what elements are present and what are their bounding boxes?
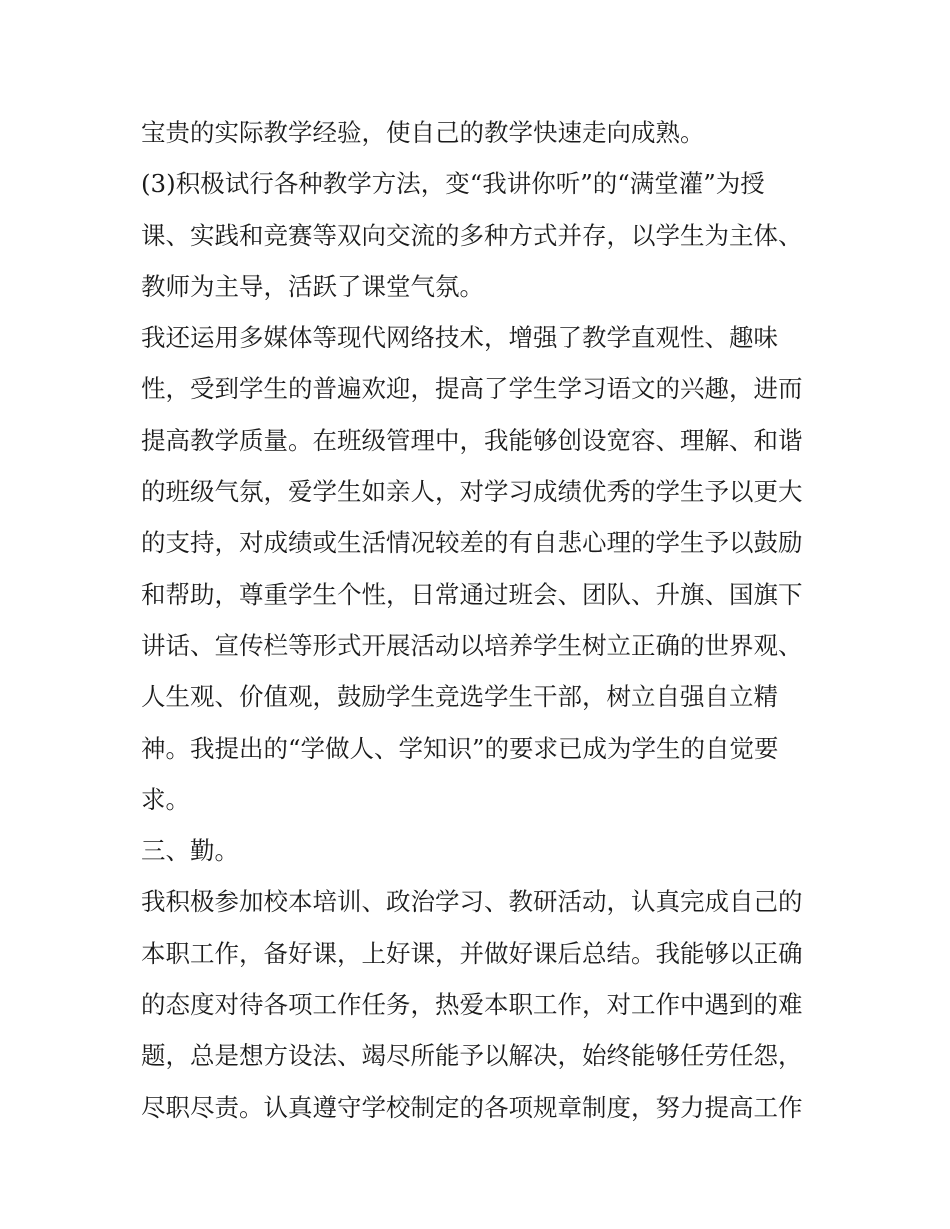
body-text [141, 107, 821, 1133]
text-line: 尽职尽责。认真遵守学校制定的各项规章制度，努力提高工作 [141, 1092, 803, 1122]
text-line: 提高教学质量。在班级管理中，我能够创设宽容、理解、和谐 [141, 425, 803, 455]
text-line: 神。我提出的“学做人、学知识”的要求已成为学生的自觉要 [141, 733, 779, 763]
section-heading: 三、勤。 [141, 836, 239, 866]
text-line: 性，受到学生的普遍欢迎，提高了学生学习语文的兴趣，进而 [141, 374, 803, 404]
text-line: 和帮助，尊重学生个性，日常通过班会、团队、升旗、国旗下 [141, 579, 803, 609]
text-line: 的态度对待各项工作任务，热爱本职工作，对工作中遇到的难 [141, 990, 803, 1020]
text-line: 我积极参加校本培训、政治学习、教研活动，认真完成自己的 [141, 887, 803, 917]
text-line: 的支持，对成绩或生活情况较差的有自悲心理的学生予以鼓励 [141, 528, 803, 558]
text-line: (3)积极试行各种教学方法，变“我讲你听”的“满堂灌”为授 [141, 169, 765, 199]
text-line: 教师为主导，活跃了课堂气氛。 [141, 271, 484, 301]
text-line: 求。 [141, 784, 190, 814]
text-line: 本职工作，备好课，上好课，并做好课后总结。我能够以正确 [141, 938, 803, 968]
text-line: 讲话、宣传栏等形式开展活动以培养学生树立正确的世界观、 [141, 630, 803, 660]
text-line: 宝贵的实际教学经验，使自己的教学快速走向成熟。 [141, 118, 705, 147]
text-line: 题，总是想方设法、竭尽所能予以解决，始终能够任劳任怨， [141, 1041, 803, 1071]
text-line: 课、实践和竞赛等双向交流的多种方式并存，以学生为主体、 [141, 220, 803, 250]
text-line: 我还运用多媒体等现代网络技术，增强了教学直观性、趣味 [141, 323, 778, 353]
text-line: 的班级气氛，爱学生如亲人，对学习成绩优秀的学生予以更大 [141, 477, 803, 507]
text-line: 人生观、价值观，鼓励学生竞选学生干部，树立自强自立精 [141, 682, 778, 712]
